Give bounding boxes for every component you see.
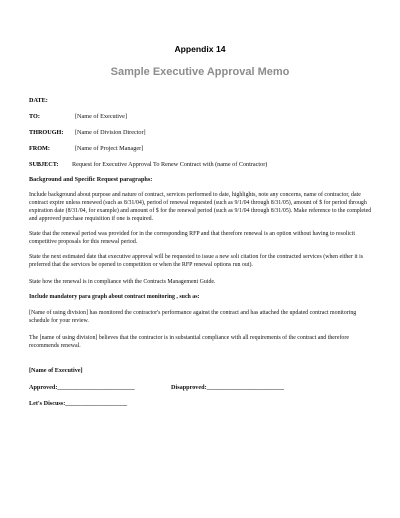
paragraph-monitoring-schedule: [Name of using division] has monitored the contractor's performance against the contract and has attached the updated contract monitoring schedule for your review. [29,310,357,324]
appendix-label: Appendix 14 [174,44,226,54]
paragraph-background: Include background about purpose and nature of contract, services performed to date, highlights, note any concerns, name of contractor, date contract expire unless renewed (such as 8/31/04), period of renewal requested (such as 9/1/04 through 8/31/05), amount of $ for period through expiration date (8/31/04, for example) and amount of $ for the renewal period (such as 9/1/04 through 8/31/05). Make reference to the completed and approved purchase requisition if one is required. [29,192,372,222]
through-label: THROUGH: [29,129,64,136]
through-value: [Name of Division Director] [75,129,146,136]
disapproved-line: Disapproved:_________________________ [171,384,284,391]
date-label: DATE: [29,97,48,104]
background-heading: Background and Specific Request paragraphs: [29,176,153,183]
approved-line: Approved:_________________________ [29,384,135,391]
subject-value: Request for Executive Approval To Renew Contract with (name of Contractor) [72,161,268,168]
lets-discuss-line: Let's Discuss:____________________ [29,400,128,407]
memo-title: Sample Executive Approval Memo [110,66,290,78]
paragraph-next-approval: State the next estimated date that executive approval will be requested to issue a new soli citation for the contracted services (when either it is preferred that the services be opened to competition or when the RFP renewal options run out). [29,254,364,268]
subject-label: SUBJECT: [29,161,59,168]
paragraph-monitoring-heading: Include mandatory para graph about contract monitoring , such as: [29,294,200,300]
to-value: [Name of Executive] [75,113,127,120]
paragraph-compliance-guide: State how the renewal is in compliance with the Contracts Management Guide. [29,279,216,285]
paragraph-renewal-rfp: State that the renewal period was provided for in the corresponding RFP and that therefore renewal is an option without having to resolicit competitive proposals for this renewal period. [29,231,355,245]
from-value: [Name of Project Manager] [75,145,144,152]
paragraph-recommend-renewal: The [name of using division] believes that the contractor is in substantial compliance with all requirements of the contract and therefore recommends renewal. [29,335,349,349]
executive-name: [Name of Executive] [29,367,83,374]
from-label: FROM: [29,145,50,152]
to-label: TO: [29,113,40,120]
